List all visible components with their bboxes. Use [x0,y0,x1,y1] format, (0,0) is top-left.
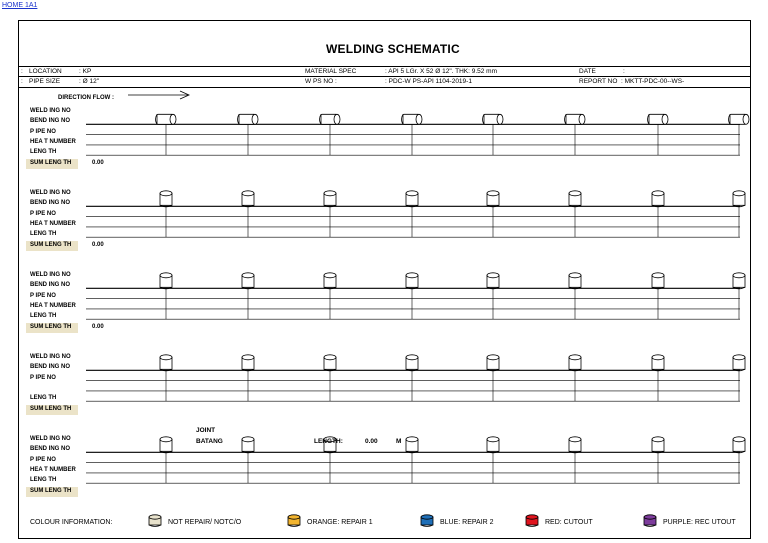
row-label-heat-number: HEA T NUMBER [30,138,76,145]
weld-joint-icon[interactable] [324,355,336,371]
weld-joint-icon[interactable] [238,114,259,124]
weld-joint-icon[interactable] [160,191,172,207]
weld-grid [0,424,768,499]
joint-length-label: LENGTH: [314,438,343,445]
weld-joint-icon[interactable] [569,355,581,371]
row-label-pipe-no: P IPE NO [30,128,56,135]
row-label-length: LENG TH [30,395,57,402]
row-label-bend-no: BEND ING NO [30,446,71,453]
weld-joint-icon[interactable] [565,114,586,124]
weld-joint-icon[interactable] [160,273,172,289]
row-label-pipe-no: P IPE NO [30,210,56,217]
weld-joint-icon[interactable] [402,114,423,124]
weld-joint-icon[interactable] [487,355,499,371]
row-label-sum-length: SUM LENG TH [30,323,72,330]
joint-label: JOINT [196,427,216,434]
weld-joint-icon[interactable] [652,437,664,453]
row-label-welding-no: WELD ING NO [30,190,71,196]
weld-joint-icon[interactable] [324,191,336,207]
legend-item-label: RED: CUTOUT [545,519,593,526]
wps-no-label: W PS NO : [305,78,337,85]
weld-joint-icon[interactable] [406,191,418,207]
weld-joint-icon[interactable] [160,355,172,371]
header-row-2 [18,77,751,88]
row-label-bend-no: BEND ING NO [30,282,71,289]
weld-joint-icon[interactable] [569,437,581,453]
weld-joint-icon[interactable] [320,114,341,124]
row-label-length: LENG TH [30,313,57,320]
sum-length-value: 0.00 [92,323,104,330]
location-value: : KP [79,68,92,75]
report-no-value: : MKTT-PDC-00--WS- [621,78,685,85]
weld-joint-icon[interactable] [324,273,336,289]
weld-joint-icon[interactable] [406,355,418,371]
weld-joint-icon[interactable] [652,355,664,371]
weld-grid [0,342,768,417]
legend-cylinder-icon [148,514,162,527]
report-no-label: REPORT NO [579,78,618,85]
row-label-bend-no: BEND ING NO [30,364,71,371]
weld-joint-icon[interactable] [160,437,172,453]
row-label-length: LENG TH [30,477,57,484]
weld-grid [0,96,768,171]
row-label-welding-no: WELD ING NO [30,354,71,360]
legend-item-label: BLUE: REPAIR 2 [440,519,494,526]
weld-joint-icon[interactable] [487,437,499,453]
row-label-welding-no: WELD ING NO [30,108,71,114]
weld-joint-icon[interactable] [487,191,499,207]
row-label-welding-no: WELD ING NO [30,272,71,278]
weld-joint-icon[interactable] [729,114,750,124]
sum-length-value: 0.00 [92,159,104,166]
batang-label: BATANG [196,438,223,445]
legend-cylinder-icon [643,514,657,527]
legend-cylinder-icon [287,514,301,527]
page-title: WELDING SCHEMATIC [326,42,460,56]
date-value: : [623,68,625,75]
direction-flow-label: DIRECTION FLOW : [58,95,114,101]
weld-joint-icon[interactable] [648,114,669,124]
legend-item-label: NOT REPAIR/ NOTC/O [168,519,242,526]
location-label: LOCATION [29,68,62,75]
pipe-size-label: PIPE SIZE [29,78,61,85]
weld-joint-icon[interactable] [733,273,745,289]
row-label-bend-no: BEND ING NO [30,200,71,207]
weld-joint-icon[interactable] [569,273,581,289]
weld-joint-icon[interactable] [652,191,664,207]
row-label-pipe-no: P IPE NO [30,292,56,299]
row-prefix: : [21,68,23,75]
weld-joint-icon[interactable] [483,114,504,124]
weld-joint-icon[interactable] [242,355,254,371]
row-label-heat-number: HEA T NUMBER [30,302,76,309]
row-label-sum-length: SUM LENG TH [30,159,72,166]
material-spec-label: MATERIAL SPEC [305,68,357,75]
row-prefix: : [21,78,23,85]
weld-joint-icon[interactable] [569,191,581,207]
weld-joint-icon[interactable] [242,437,254,453]
home-link[interactable]: HOME 1A1 [2,2,38,9]
wps-no-value: : PDC-W PS-API 1104-2019-1 [385,78,472,85]
row-label-welding-no: WELD ING NO [30,436,71,442]
legend-cylinder-icon [420,514,434,527]
legend-cylinder-icon [525,514,539,527]
sum-length-value: 0.00 [92,241,104,248]
weld-joint-icon[interactable] [733,191,745,207]
row-label-pipe-no: P IPE NO [30,374,56,381]
row-label-pipe-no: P IPE NO [30,456,56,463]
row-label-sum-length: SUM LENG TH [30,487,72,494]
legend-item-label: ORANGE: REPAIR 1 [307,519,373,526]
weld-grid [0,260,768,335]
date-label: DATE [579,68,596,75]
row-label-heat-number: HEA T NUMBER [30,466,76,473]
pipe-size-value: : Ø 12" [79,78,100,85]
weld-joint-icon[interactable] [242,273,254,289]
row-label-bend-no: BEND ING NO [30,118,71,125]
weld-joint-icon[interactable] [242,191,254,207]
weld-joint-icon[interactable] [406,437,418,453]
weld-joint-icon[interactable] [733,355,745,371]
joint-length-value: 0.00 [365,438,378,445]
joint-length-unit: M [396,438,402,445]
row-label-sum-length: SUM LENG TH [30,405,72,412]
row-label-sum-length: SUM LENG TH [30,241,72,248]
material-spec-value: : API 5 LGr. X 52 Ø 12". THK: 9.52 mm [385,68,498,75]
row-label-length: LENG TH [30,149,57,156]
row-label-heat-number: HEA T NUMBER [30,220,76,227]
weld-joint-icon[interactable] [406,273,418,289]
weld-joint-icon[interactable] [156,114,177,124]
legend-item-label: PURPLE: REC UTOUT [663,519,736,526]
header-row-1 [18,66,751,77]
legend-title: COLOUR INFORMATION: [30,519,113,526]
weld-joint-icon[interactable] [652,273,664,289]
weld-joint-icon[interactable] [733,437,745,453]
weld-joint-icon[interactable] [487,273,499,289]
weld-grid [0,178,768,253]
row-label-length: LENG TH [30,231,57,238]
